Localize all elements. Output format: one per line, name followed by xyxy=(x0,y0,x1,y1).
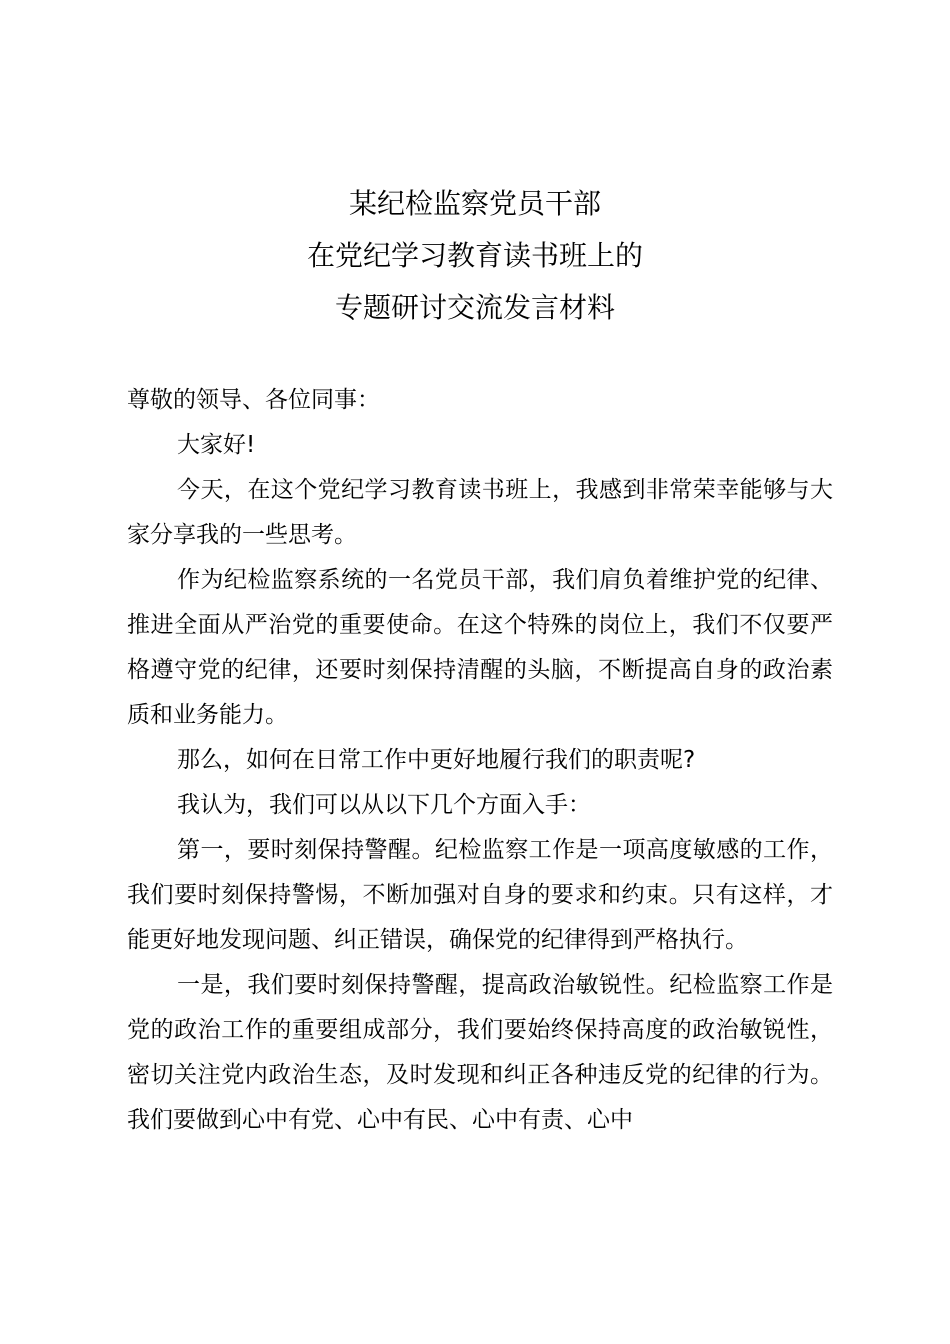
document-body xyxy=(127,378,833,1143)
paragraph-sub-point-one: 一是，我们要时刻保持警醒，提高政治敏锐性。纪检监察工作是党的政治工作的重要组成部分，我们要始终保持高度的政治敏锐性，密切关注党内政治生态，及时发现和纠正各种违反党的纪律的行为。我们要做到心中有党、心中有民、心中有责、心中 xyxy=(127,972,833,1133)
paragraph-first-point: 第一，要时刻保持警醒。纪检监察工作是一项高度敏感的工作，我们要时刻保持警惕，不断加强对自身的要求和约束。只有这样，才能更好地发现问题、纠正错误，确保党的纪律得到严格执行。 xyxy=(127,837,833,953)
salutation: 尊敬的领导、各位同事： xyxy=(127,387,380,413)
paragraph-question: 那么，如何在日常工作中更好地履行我们的职责呢? xyxy=(177,747,696,773)
paragraph-greeting: 大家好! xyxy=(177,432,256,458)
title-line-2: 在党纪学习教育读书班上的 xyxy=(306,239,643,272)
title-line-1: 某纪检监察党员干部 xyxy=(348,187,601,220)
title-line-3: 专题研讨交流发言材料 xyxy=(334,291,615,324)
paragraph-mission: 作为纪检监察系统的一名党员干部，我们肩负着维护党的纪律、推进全面从严治党的重要使命。在这个特殊的岗位上，我们不仅要严格遵守党的纪律，还要时刻保持清醒的头脑，不断提高自身的政治素质和业务能力。 xyxy=(127,567,833,728)
document-title xyxy=(0,178,950,334)
paragraph-opening: 今天，在这个党纪学习教育读书班上，我感到非常荣幸能够与大家分享我的一些思考。 xyxy=(127,477,833,548)
paragraph-aspects-intro: 我认为，我们可以从以下几个方面入手： xyxy=(177,792,591,818)
